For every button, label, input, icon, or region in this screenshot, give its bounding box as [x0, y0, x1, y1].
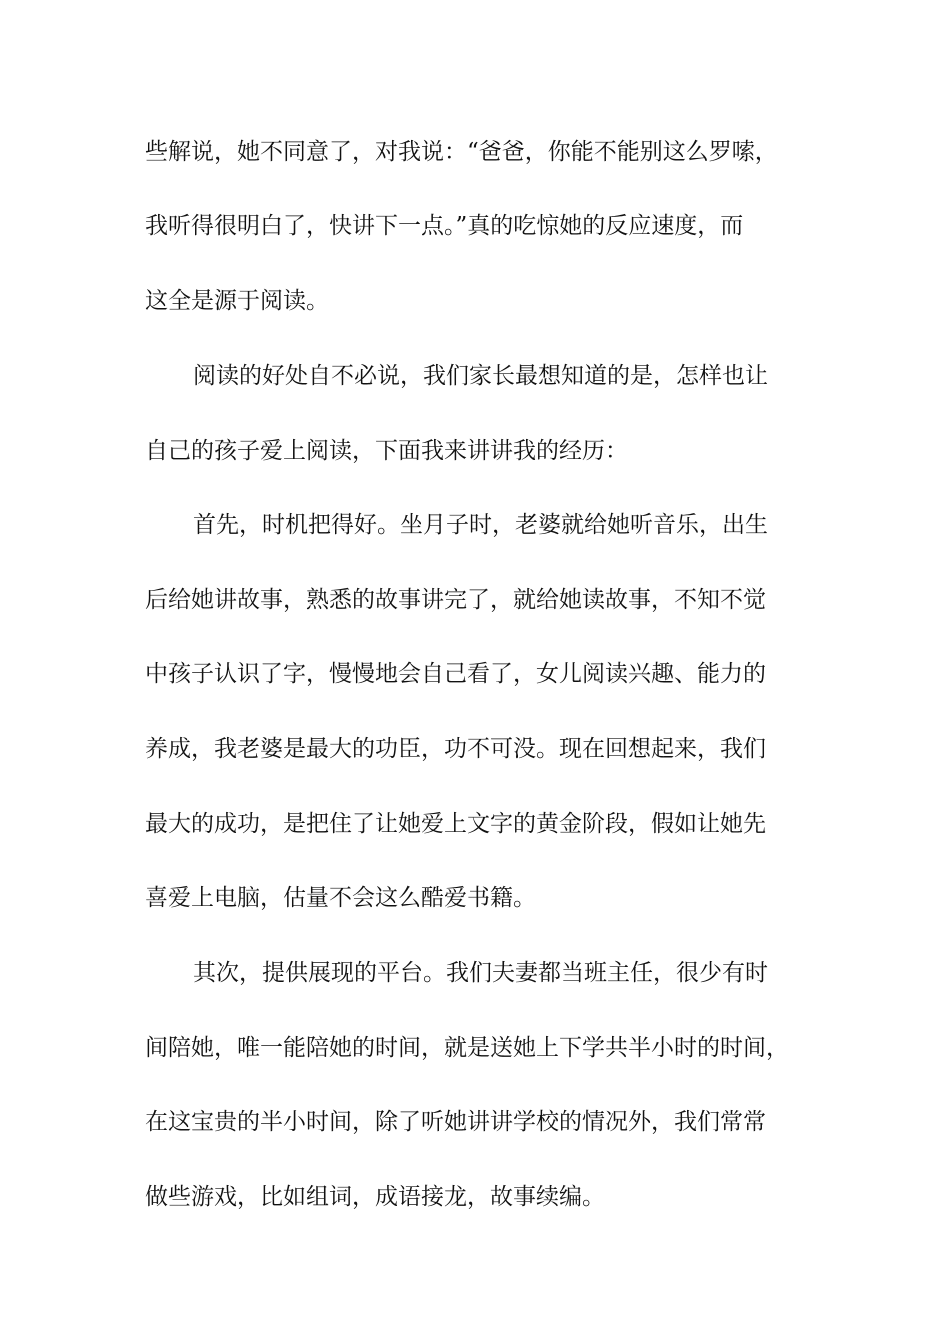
paragraph-4-line-3: 在这宝贵的半小时间，除了听她讲讲学校的情况外，我们常常: [145, 1109, 766, 1135]
paragraph-3-line-4: 养成，我老婆是最大的功臣，功不可没。现在回想起来，我们: [145, 736, 766, 762]
text-line-2: 我听得很明白了，快讲下一点。”真的吃惊她的反应速度，而: [145, 213, 744, 239]
text-line-1: 些解说，她不同意了，对我说：“爸爸，你能不能别这么罗嗦，: [145, 139, 778, 165]
paragraph-2-line-2: 自己的孩子爱上阅读，下面我来讲讲我的经历：: [145, 438, 628, 464]
paragraph-2-line-1: 阅读的好处自不必说，我们家长最想知道的是，怎样也让: [193, 363, 768, 389]
paragraph-3-line-5: 最大的成功，是把住了让她爱上文字的黄金阶段，假如让她先: [145, 811, 766, 837]
paragraph-3-line-6: 喜爱上电脑，估量不会这么酷爱书籍。: [145, 885, 536, 911]
paragraph-3-line-2: 后给她讲故事，熟悉的故事讲完了，就给她读故事，不知不觉: [145, 587, 766, 613]
paragraph-4-line-1: 其次，提供展现的平台。我们夫妻都当班主任，很少有时: [193, 960, 768, 986]
paragraph-3-line-3: 中孩子认识了字，慢慢地会自己看了，女儿阅读兴趣、能力的: [145, 661, 766, 687]
text-line-3: 这全是源于阅读。: [145, 288, 329, 314]
paragraph-3-line-1: 首先，时机把得好。坐月子时，老婆就给她听音乐，出生: [193, 512, 768, 538]
paragraph-4-line-2: 间陪她，唯一能陪她的时间，就是送她上下学共半小时的时间，: [145, 1035, 789, 1061]
paragraph-4-line-4: 做些游戏，比如组词，成语接龙，故事续编。: [145, 1184, 605, 1210]
